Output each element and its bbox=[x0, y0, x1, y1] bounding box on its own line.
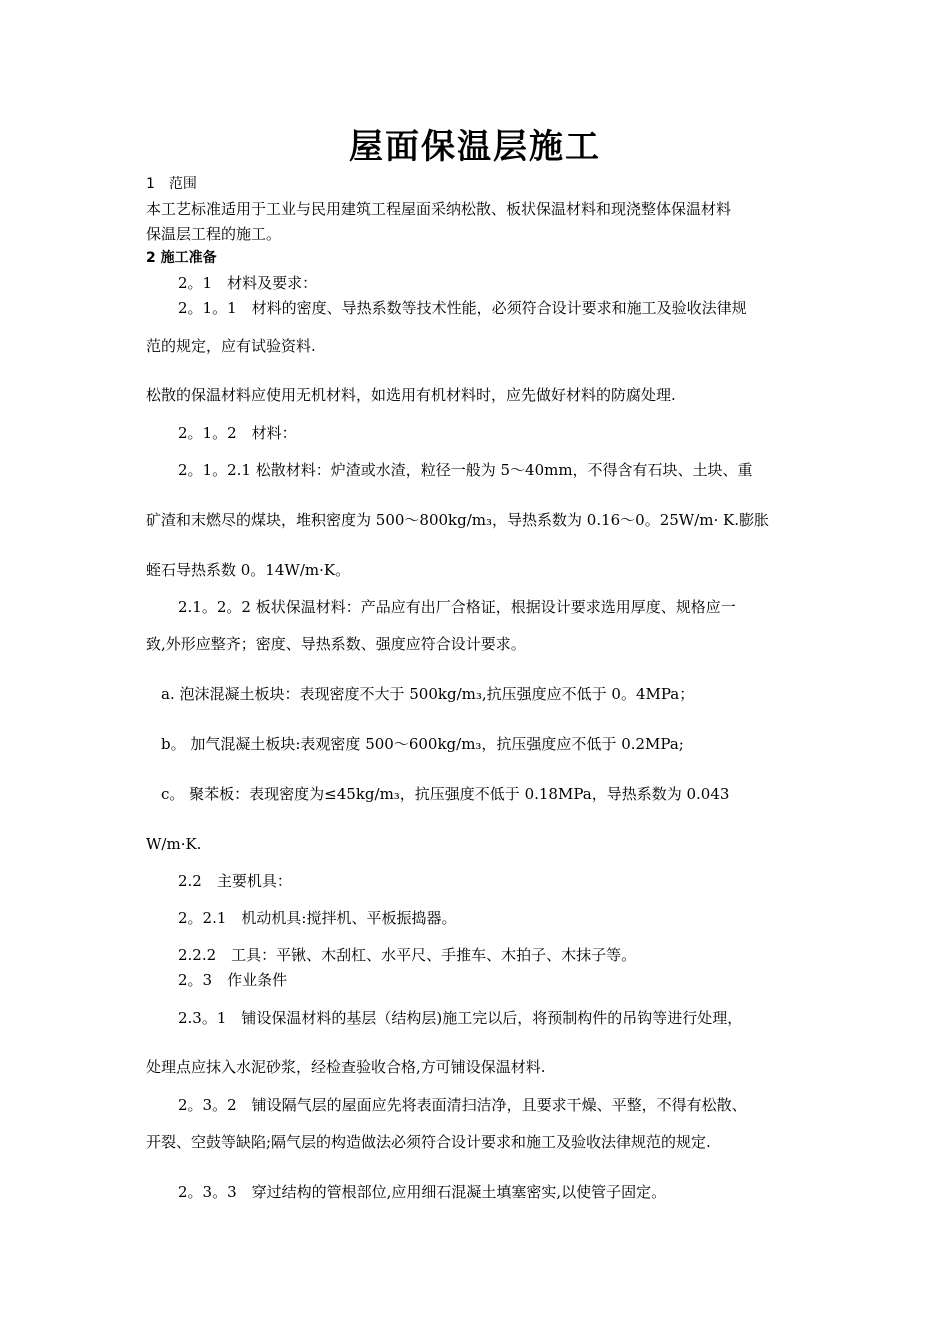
paragraph-line: W/m·K. bbox=[146, 835, 202, 853]
subsection-heading: 2。3 作业条件 bbox=[178, 971, 288, 989]
paragraph-line: 2.2.2 工具：平锹、木刮杠、水平尺、手推车、木拍子、木抹子等。 bbox=[178, 946, 637, 964]
section-heading-scope: 1 范围 bbox=[146, 176, 197, 192]
paragraph-line: 2。2.1 机动机具:搅拌机、平板振捣器。 bbox=[178, 909, 457, 927]
list-item: b。 加气混凝土板块:表观密度 500～600kg/m₃，抗压强度应不低于 0.2MPa; bbox=[161, 735, 684, 753]
subsection-heading: 2。1 材料及要求： bbox=[178, 274, 318, 292]
paragraph-line: 致,外形应整齐；密度、导热系数、强度应符合设计要求。 bbox=[146, 635, 526, 653]
paragraph-line: 2。3。3 穿过结构的管根部位,应用细石混凝土填塞密实,以使管子固定。 bbox=[178, 1183, 667, 1201]
paragraph-line: 2。1。1 材料的密度、导热系数等技术性能，必须符合设计要求和施工及验收法律规 bbox=[178, 299, 747, 317]
subsection-heading: 2。1。2 材料： bbox=[178, 424, 297, 442]
paragraph-line: 开裂、空鼓等缺陷;隔气层的构造做法必须符合设计要求和施工及验收法律规范的规定. bbox=[146, 1133, 711, 1151]
paragraph-line: 范的规定，应有试验资料. bbox=[146, 337, 316, 355]
paragraph-line: 2。3。2 铺设隔气层的屋面应先将表面清扫洁净，且要求干燥、平整，不得有松散、 bbox=[178, 1096, 747, 1114]
list-item: c。 聚苯板：表现密度为≤45kg/m₃，抗压强度不低于 0.18MPa，导热系数为 0.043 bbox=[161, 785, 730, 803]
paragraph-line: 松散的保温材料应使用无机材料，如选用有机材料时，应先做好材料的防腐处理. bbox=[146, 386, 676, 404]
paragraph-line: 保温层工程的施工。 bbox=[146, 225, 282, 243]
section-heading-preparation: 2 施工准备 bbox=[146, 250, 217, 266]
paragraph-line: 矿渣和末燃尽的煤块，堆积密度为 500～800kg/m₃，导热系数为 0.16～0。25W/m· K.膨胀 bbox=[146, 511, 770, 529]
paragraph-line: 蛭石导热系数 0。14W/m·K。 bbox=[146, 561, 351, 579]
paragraph-line: 2.1。2。2 板状保温材料：产品应有出厂合格证，根据设计要求选用厚度、规格应一 bbox=[178, 598, 736, 616]
paragraph-line: 2。1。2.1 松散材料：炉渣或水渣，粒径一般为 5～40mm，不得含有石块、土块、重 bbox=[178, 461, 753, 479]
list-item: a. 泡沫混凝土板块：表现密度不大于 500kg/m₃,抗压强度应不低于 0。4MPa； bbox=[161, 685, 695, 703]
document-title: 屋面保温层施工 bbox=[349, 127, 601, 167]
paragraph-line: 本工艺标准适用于工业与民用建筑工程屋面采纳松散、板状保温材料和现浇整体保温材料 bbox=[146, 200, 732, 218]
paragraph-line: 2.3。1 铺设保温材料的基层（结构层)施工完以后，将预制构件的吊钩等进行处理， bbox=[178, 1009, 743, 1027]
paragraph-line: 处理点应抹入水泥砂浆，经检查验收合格,方可铺设保温材料. bbox=[146, 1058, 546, 1076]
subsection-heading: 2.2 主要机具： bbox=[178, 872, 292, 890]
